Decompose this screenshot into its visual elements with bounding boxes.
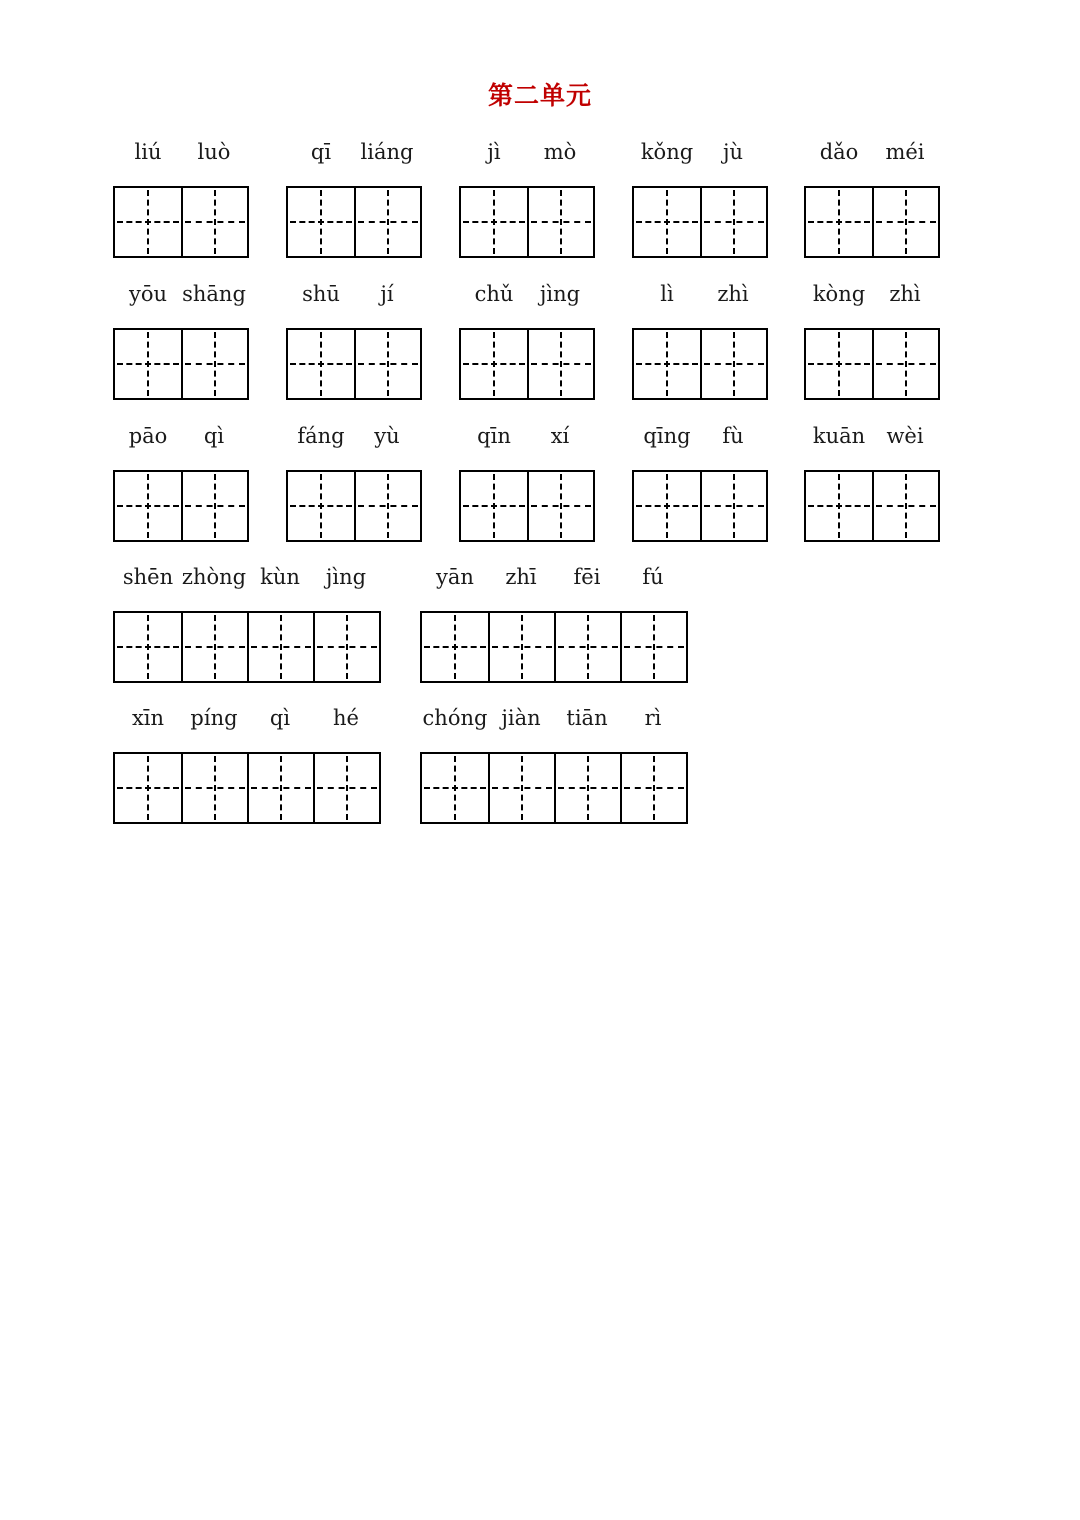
pinyin-line: [286, 134, 422, 180]
writing-grid: [632, 328, 768, 400]
pinyin-syllable: qīn: [477, 424, 511, 448]
pinyin-syllable: liú: [134, 140, 162, 164]
pinyin-line: [113, 700, 381, 746]
tianzige-cell[interactable]: [806, 330, 872, 398]
pinyin-line: [804, 134, 940, 180]
vocab-word: [113, 418, 249, 464]
pinyin-syllable: píng: [190, 706, 238, 730]
tianzige-cell[interactable]: [115, 330, 181, 398]
pinyin-syllable: jù: [722, 140, 744, 164]
worksheet-row: [0, 700, 1080, 820]
pinyin-syllable: kuān: [812, 424, 866, 448]
pinyin-syllable: méi: [885, 140, 925, 164]
pinyin-syllable: qì: [203, 424, 225, 448]
vocab-word: [804, 276, 940, 322]
pinyin-syllable: wèi: [886, 424, 924, 448]
pinyin-syllable: kǒng: [640, 140, 694, 164]
pinyin-syllable: qīng: [643, 424, 691, 448]
tianzige-cell[interactable]: [872, 330, 938, 398]
pinyin-syllable: jiàn: [501, 706, 541, 730]
tianzige-cell[interactable]: [354, 188, 420, 256]
writing-grid: [420, 611, 688, 683]
tianzige-cell[interactable]: [422, 613, 488, 681]
tianzige-cell[interactable]: [527, 472, 593, 540]
tianzige-cell[interactable]: [115, 188, 181, 256]
tianzige-cell[interactable]: [247, 613, 313, 681]
writing-grid: [286, 328, 422, 400]
writing-grid: [804, 328, 940, 400]
tianzige-cell[interactable]: [700, 330, 766, 398]
vocab-word: [286, 134, 422, 180]
worksheet-row: [0, 276, 1080, 396]
vocab-word: [286, 276, 422, 322]
writing-grid: [113, 328, 249, 400]
pinyin-syllable: yōu: [128, 282, 168, 306]
writing-grid: [113, 470, 249, 542]
pinyin-syllable: fù: [722, 424, 744, 448]
pinyin-syllable: fēi: [573, 565, 601, 589]
pinyin-syllable: mò: [543, 140, 577, 164]
tianzige-cell[interactable]: [115, 754, 181, 822]
tianzige-cell[interactable]: [620, 613, 686, 681]
tianzige-cell[interactable]: [461, 188, 527, 256]
pinyin-line: [113, 418, 249, 464]
pinyin-line: [113, 134, 249, 180]
tianzige-cell[interactable]: [461, 330, 527, 398]
tianzige-cell[interactable]: [554, 613, 620, 681]
vocab-word: [113, 559, 381, 605]
writing-grid: [804, 470, 940, 542]
writing-grid: [420, 752, 688, 824]
writing-grid: [459, 328, 595, 400]
vocab-word: [286, 418, 422, 464]
pinyin-syllable: qī: [310, 140, 332, 164]
pinyin-syllable: zhì: [717, 282, 749, 306]
pinyin-line: [420, 700, 688, 746]
pinyin-syllable: kùn: [260, 565, 300, 589]
writing-grid: [113, 186, 249, 258]
pinyin-syllable: kòng: [812, 282, 866, 306]
writing-grid: [113, 752, 381, 824]
tianzige-cell[interactable]: [288, 330, 354, 398]
vocab-word: [804, 418, 940, 464]
tianzige-cell[interactable]: [634, 472, 700, 540]
pinyin-syllable: luò: [197, 140, 231, 164]
pinyin-syllable: chóng: [422, 706, 488, 730]
pinyin-syllable: dǎo: [819, 140, 859, 164]
pinyin-syllable: yù: [374, 424, 400, 448]
tianzige-cell[interactable]: [620, 754, 686, 822]
tianzige-cell[interactable]: [354, 472, 420, 540]
pinyin-line: [459, 276, 595, 322]
vocab-word: [459, 134, 595, 180]
pinyin-line: [459, 134, 595, 180]
tianzige-cell[interactable]: [181, 754, 247, 822]
pinyin-syllable: zhī: [505, 565, 537, 589]
vocab-word: [113, 276, 249, 322]
tianzige-cell[interactable]: [872, 188, 938, 256]
vocab-word: [632, 134, 768, 180]
worksheet-row: [0, 559, 1080, 679]
pinyin-syllable: shāng: [182, 282, 246, 306]
pinyin-syllable: zhì: [889, 282, 921, 306]
tianzige-cell[interactable]: [527, 330, 593, 398]
pinyin-line: [632, 134, 768, 180]
pinyin-line: [113, 559, 381, 605]
writing-grid: [459, 470, 595, 542]
writing-grid: [459, 186, 595, 258]
vocab-word: [459, 276, 595, 322]
pinyin-line: [632, 418, 768, 464]
tianzige-cell[interactable]: [806, 188, 872, 256]
pinyin-syllable: jí: [380, 282, 394, 306]
tianzige-cell[interactable]: [181, 330, 247, 398]
pinyin-syllable: fú: [642, 565, 664, 589]
pinyin-syllable: hé: [333, 706, 359, 730]
tianzige-cell[interactable]: [247, 754, 313, 822]
tianzige-cell[interactable]: [115, 472, 181, 540]
pinyin-syllable: rì: [644, 706, 662, 730]
tianzige-cell[interactable]: [488, 613, 554, 681]
pinyin-syllable: xí: [550, 424, 570, 448]
worksheet-row: [0, 418, 1080, 538]
pinyin-syllable: liáng: [360, 140, 414, 164]
pinyin-line: [632, 276, 768, 322]
writing-grid: [286, 186, 422, 258]
writing-grid: [632, 470, 768, 542]
tianzige-cell[interactable]: [181, 188, 247, 256]
tianzige-cell[interactable]: [181, 472, 247, 540]
pinyin-syllable: qì: [269, 706, 291, 730]
pinyin-line: [420, 559, 688, 605]
pinyin-syllable: lì: [660, 282, 674, 306]
pinyin-syllable: shēn: [122, 565, 174, 589]
vocab-word: [459, 418, 595, 464]
tianzige-cell[interactable]: [313, 613, 379, 681]
writing-grid: [804, 186, 940, 258]
tianzige-cell[interactable]: [872, 472, 938, 540]
tianzige-cell[interactable]: [461, 472, 527, 540]
tianzige-cell[interactable]: [422, 754, 488, 822]
pinyin-line: [286, 276, 422, 322]
worksheet-row: [0, 134, 1080, 254]
pinyin-syllable: zhòng: [181, 565, 247, 589]
pinyin-syllable: chǔ: [474, 282, 514, 306]
tianzige-cell[interactable]: [288, 472, 354, 540]
pinyin-syllable: jìng: [539, 282, 581, 306]
tianzige-cell[interactable]: [700, 188, 766, 256]
tianzige-cell[interactable]: [313, 754, 379, 822]
pinyin-line: [459, 418, 595, 464]
pinyin-syllable: fáng: [297, 424, 345, 448]
pinyin-syllable: jì: [487, 140, 501, 164]
page-title: 第二单元: [487, 81, 592, 110]
pinyin-line: [113, 276, 249, 322]
vocab-word: [113, 134, 249, 180]
pinyin-syllable: jìng: [325, 565, 367, 589]
pinyin-line: [286, 418, 422, 464]
vocab-word: [632, 276, 768, 322]
tianzige-cell[interactable]: [115, 613, 181, 681]
vocab-word: [804, 134, 940, 180]
tianzige-cell[interactable]: [634, 188, 700, 256]
pinyin-syllable: tiān: [566, 706, 608, 730]
vocab-word: [420, 559, 688, 605]
vocab-word: [420, 700, 688, 746]
tianzige-cell[interactable]: [634, 330, 700, 398]
tianzige-cell[interactable]: [806, 472, 872, 540]
tianzige-cell[interactable]: [488, 754, 554, 822]
vocab-word: [113, 700, 381, 746]
tianzige-cell[interactable]: [354, 330, 420, 398]
pinyin-syllable: pāo: [128, 424, 168, 448]
writing-grid: [632, 186, 768, 258]
pinyin-line: [804, 276, 940, 322]
vocab-word: [632, 418, 768, 464]
tianzige-cell[interactable]: [527, 188, 593, 256]
pinyin-syllable: shū: [302, 282, 340, 306]
writing-grid: [286, 470, 422, 542]
tianzige-cell[interactable]: [181, 613, 247, 681]
tianzige-cell[interactable]: [288, 188, 354, 256]
pinyin-line: [804, 418, 940, 464]
tianzige-cell[interactable]: [554, 754, 620, 822]
tianzige-cell[interactable]: [700, 472, 766, 540]
pinyin-syllable: yān: [436, 565, 474, 589]
pinyin-syllable: xīn: [131, 706, 165, 730]
writing-grid: [113, 611, 381, 683]
